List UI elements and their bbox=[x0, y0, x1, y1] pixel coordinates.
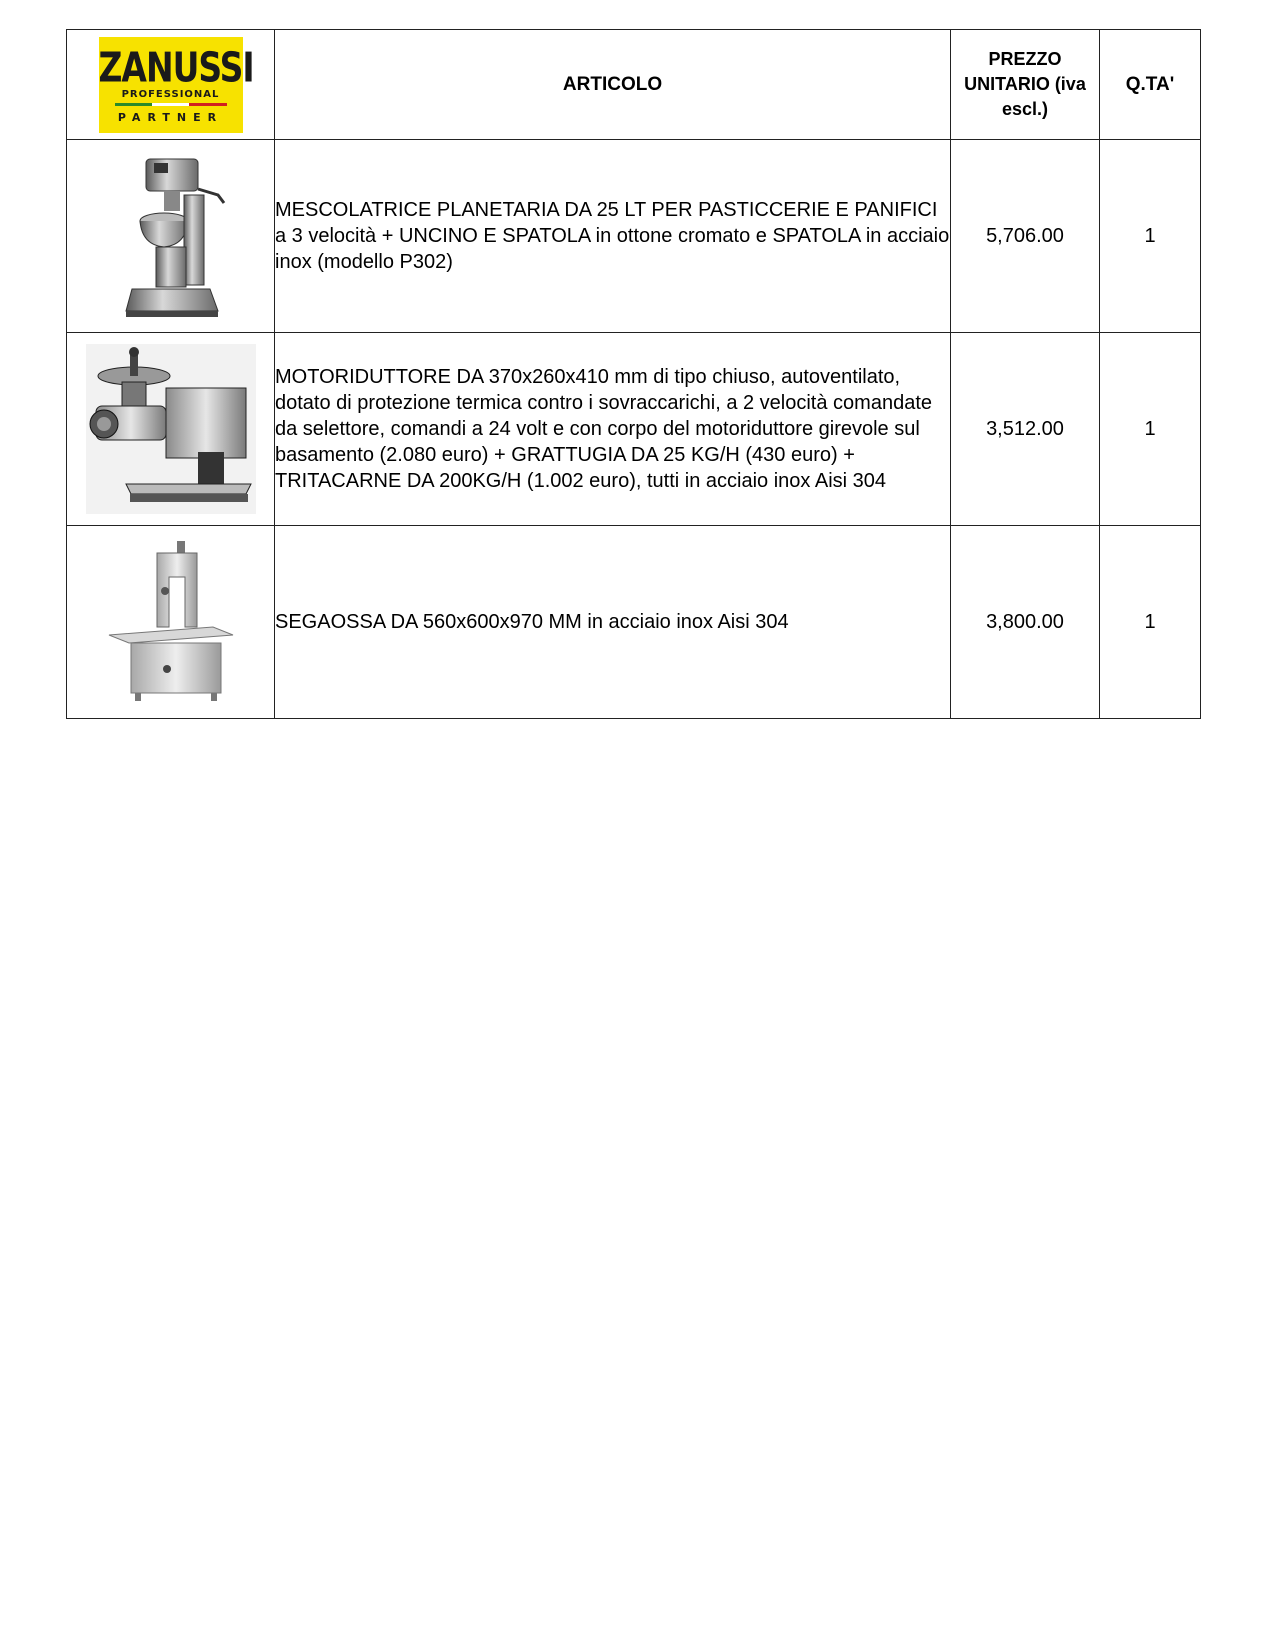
item-price: 3,512.00 bbox=[951, 333, 1100, 526]
meat-mincer-image bbox=[86, 344, 256, 514]
table-row bbox=[67, 526, 1201, 719]
header-article: ARTICOLO bbox=[275, 30, 951, 140]
header-price: PREZZO UNITARIO (iva escl.) bbox=[951, 30, 1100, 140]
zanussi-logo bbox=[98, 37, 254, 133]
item-description: MESCOLATRICE PLANETARIA DA 25 LT PER PASTICCERIE E PANIFICI a 3 velocità + UNCINO E SPATOLA in ottone cromato e SPATOLA in acciaio inox (modello P302) bbox=[275, 140, 951, 333]
logo-brand: ZANUSSI bbox=[98, 42, 254, 91]
product-image-cell bbox=[67, 333, 275, 526]
table-row bbox=[67, 333, 1201, 526]
item-description: SEGAOSSA DA 560x600x970 MM in acciaio inox Aisi 304 bbox=[275, 526, 951, 719]
bone-saw-image bbox=[101, 537, 241, 707]
table-header-row bbox=[67, 30, 1201, 140]
item-price: 3,800.00 bbox=[951, 526, 1100, 719]
item-description: MOTORIDUTTORE DA 370x260x410 mm di tipo chiuso, autoventilato, dotato di protezione termica contro i sovraccarichi, a 2 velocità comandate da selettore, comandi a 24 volt e con corpo del motoriduttore girevole sul basamento (2.080 euro) + GRATTUGIA DA 25 KG/H (430 euro) + TRITACARNE DA 200KG/H (1.002 euro), tutti in acciaio inox Aisi 304 bbox=[275, 333, 951, 526]
table-row bbox=[67, 140, 1201, 333]
item-qty: 1 bbox=[1100, 140, 1201, 333]
quote-table bbox=[66, 29, 1201, 719]
planetary-mixer-image bbox=[106, 149, 236, 324]
product-image-cell bbox=[67, 140, 275, 333]
logo-line2: PARTNER bbox=[117, 110, 224, 124]
logo-cell bbox=[67, 30, 275, 140]
item-price: 5,706.00 bbox=[951, 140, 1100, 333]
item-qty: 1 bbox=[1100, 333, 1201, 526]
logo-line1: PROFESSIONAL bbox=[121, 88, 220, 100]
header-qty: Q.TA' bbox=[1100, 30, 1201, 140]
logo-stripe bbox=[115, 103, 227, 106]
item-qty: 1 bbox=[1100, 526, 1201, 719]
product-image-cell bbox=[67, 526, 275, 719]
